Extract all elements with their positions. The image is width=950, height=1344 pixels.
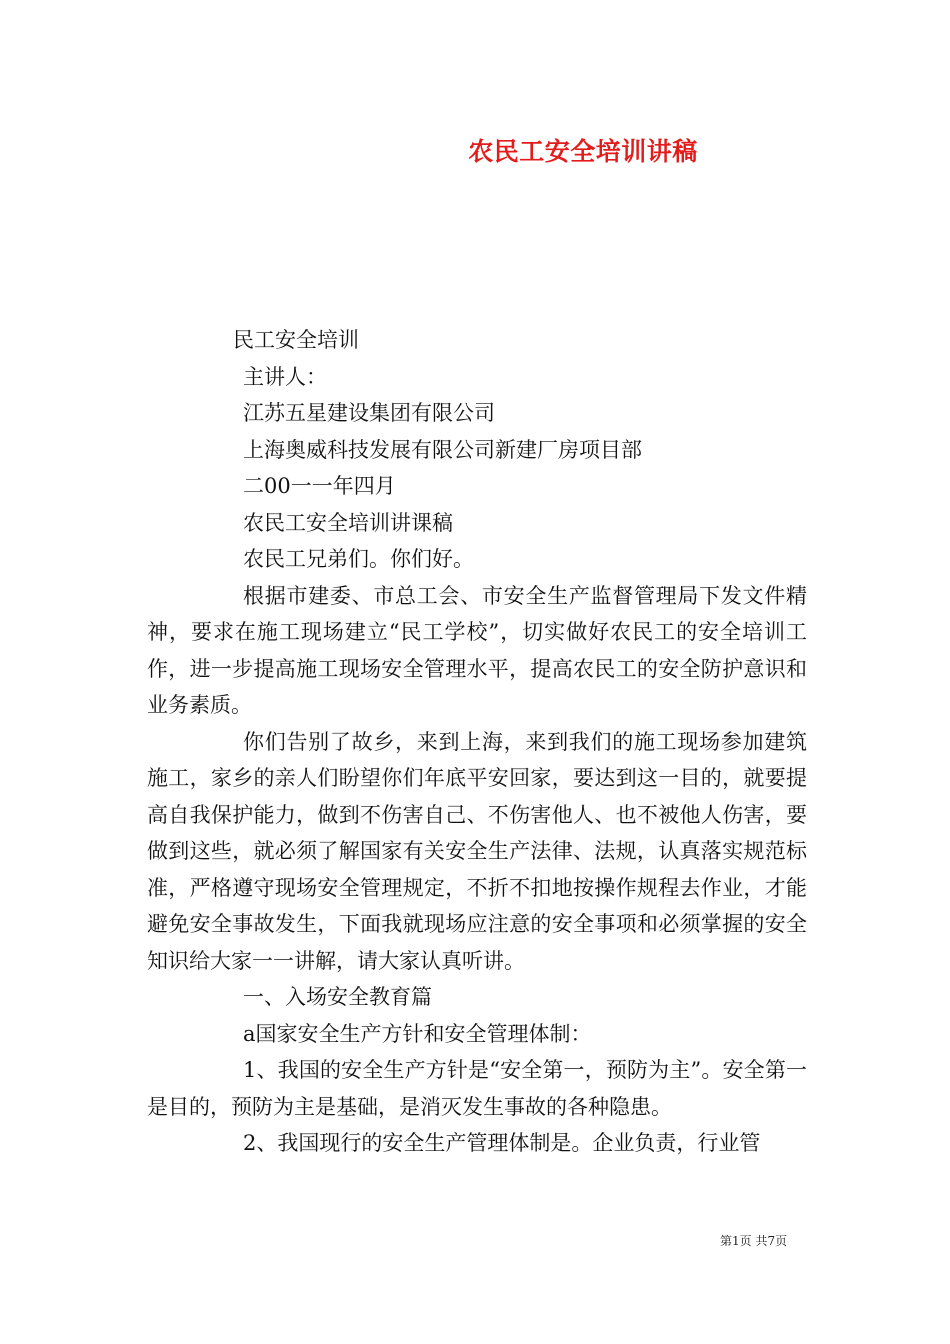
project-department-line: 上海奥威科技发展有限公司新建厂房项目部 <box>243 437 642 462</box>
training-subject-line: 民工安全培训 <box>233 328 359 352</box>
list-item: 2、我国现行的安全生产管理体制是。企业负责，行业管 <box>243 1131 761 1155</box>
company-line: 江苏五星建设集团有限公司 <box>243 401 495 425</box>
list-item: 1、我国的安全生产方针是“安全第一，预防为主”。安全第一是目的，预防为主是基础，是消灭发生事故的各种隐患。 <box>147 1058 807 1119</box>
document-body <box>147 322 807 1162</box>
page-number-footer: 第1页 共7页 <box>720 1234 788 1248</box>
section-heading: 一、入场安全教育篇 <box>243 985 432 1009</box>
greeting-line: 农民工兄弟们。你们好。 <box>243 547 474 571</box>
subsection-heading: a国家安全生产方针和安全管理体制： <box>243 1021 592 1046</box>
date-line: 二00一一年四月 <box>243 474 396 498</box>
speaker-label-line: 主讲人： <box>243 364 327 389</box>
motivation-paragraph: 你们告别了故乡，来到上海，来到我们的施工现场参加建筑施工，家乡的亲人们盼望你们年底平安回家，要达到这一目的，就要提高自我保护能力，做到不伤害自己、不伤害他人、也不被他人伤害，要做到这些，就必须了解国家有关安全生产法律、法规，认真落实规范标准，严格遵守现场安全管理规定，不折不扣地按操作规程去作业，才能避免安全事故发生，下面我就现场应注意的安全事项和必须掌握的安全知识给大家一一讲解，请大家认真听讲。 <box>147 729 807 973</box>
document-title: 农民工安全培训讲稿 <box>468 137 698 166</box>
intro-paragraph: 根据市建委、市总工会、市安全生产监督管理局下发文件精神，要求在施工现场建立“民工学校”，切实做好农民工的安全培训工作，进一步提高施工现场安全管理水平，提高农民工的安全防护意识和业务素质。 <box>147 583 807 717</box>
lecture-title-line: 农民工安全培训讲课稿 <box>243 510 453 535</box>
